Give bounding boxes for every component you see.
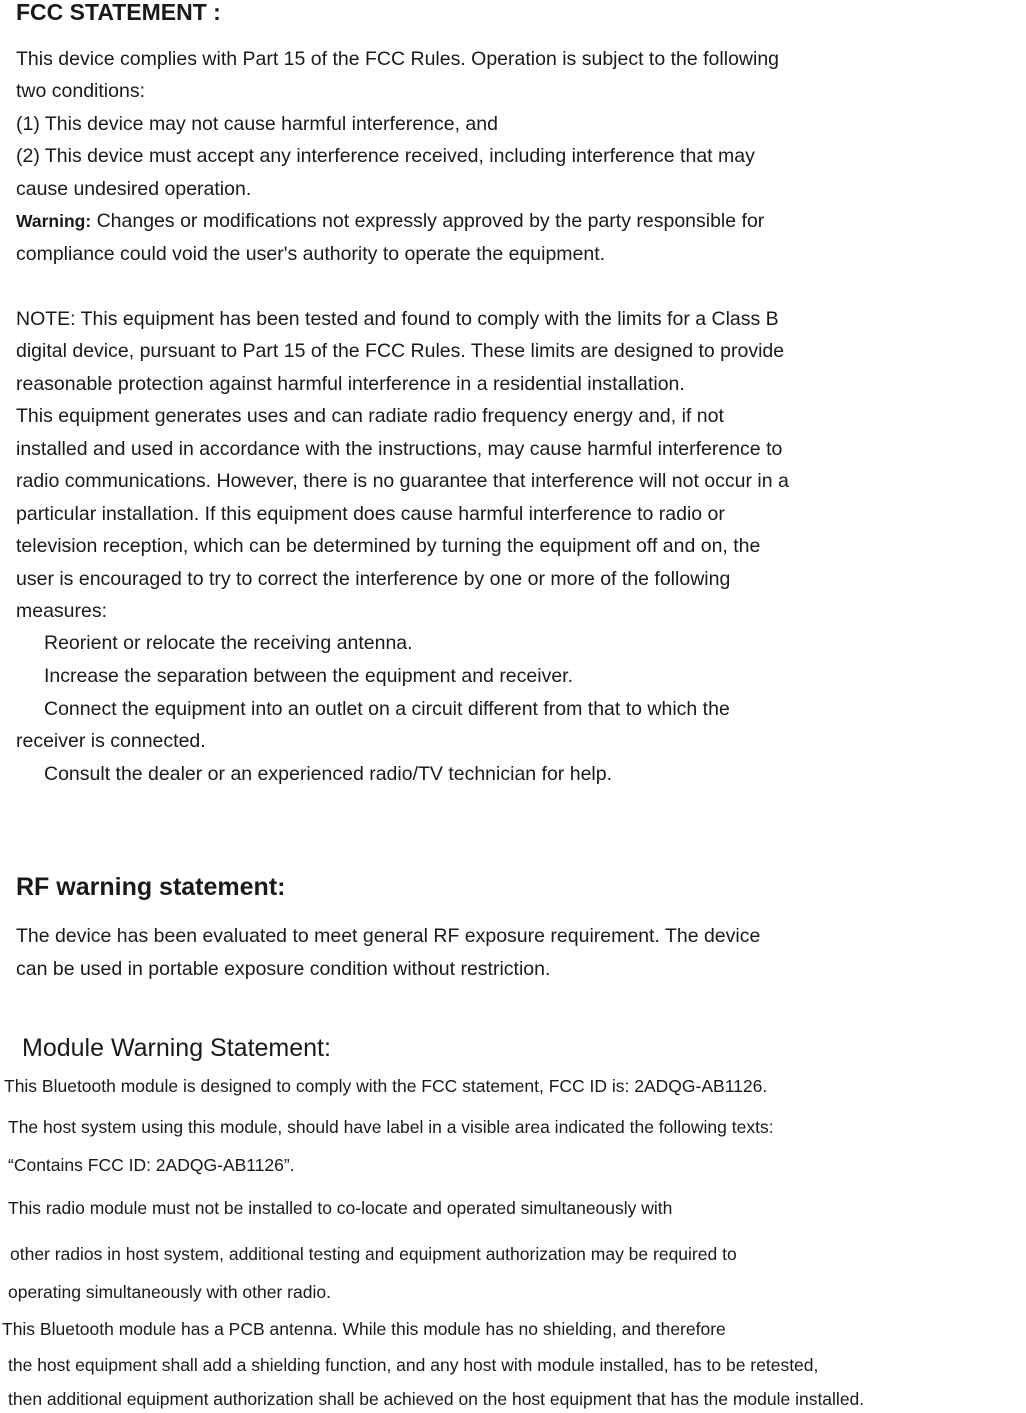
- fcc-line: compliance could void the user's authority to operate the equipment.: [16, 243, 606, 265]
- note-line: installed and used in accordance with the instructions, may cause harmful interference to: [16, 438, 783, 460]
- note-line: This equipment generates uses and can radiate radio frequency energy and, if not: [16, 405, 724, 427]
- rf-line: The device has been evaluated to meet general RF exposure requirement. The device: [16, 925, 761, 947]
- note-line: radio communications. However, there is no guarantee that interference will not occur in a: [16, 470, 789, 492]
- note-line: user is encouraged to try to correct the interference by one or more of the following: [16, 568, 731, 590]
- warning-label: Warning:: [16, 211, 92, 231]
- fcc-line: cause undesired operation.: [16, 178, 252, 200]
- module-line: This radio module must not be installed to co-locate and operated simultaneously with: [8, 1198, 673, 1218]
- measure-item: Connect the equipment into an outlet on a circuit different from that to which the: [44, 698, 730, 720]
- module-line: This Bluetooth module is designed to comply with the FCC statement, FCC ID is: 2ADQG-AB1126.: [4, 1076, 768, 1096]
- fcc-line: (1) This device may not cause harmful interference, and: [16, 113, 498, 135]
- rf-heading: RF warning statement:: [16, 873, 286, 901]
- module-heading: Module Warning Statement:: [22, 1034, 331, 1062]
- module-line: operating simultaneously with other radio.: [8, 1282, 331, 1302]
- module-line: The host system using this module, should have label in a visible area indicated the following texts:: [8, 1117, 774, 1137]
- fcc-line: two conditions:: [16, 80, 145, 102]
- note-line: NOTE: This equipment has been tested and found to comply with the limits for a Class B: [16, 308, 779, 330]
- measure-item: Reorient or relocate the receiving antenna.: [44, 632, 413, 654]
- note-line: measures:: [16, 600, 108, 622]
- note-line: reasonable protection against harmful interference in a residential installation.: [16, 373, 685, 395]
- module-line: This Bluetooth module has a PCB antenna. While this module has no shielding, and therefore: [2, 1319, 726, 1339]
- module-line: the host equipment shall add a shielding function, and any host with module installed, has to be retested,: [8, 1355, 819, 1375]
- measure-item: Increase the separation between the equipment and receiver.: [44, 665, 574, 687]
- module-line: “Contains FCC ID: 2ADQG-AB1126”.: [8, 1155, 295, 1175]
- warning-text: Changes or modifications not expressly approved by the party responsible for: [91, 210, 765, 232]
- fcc-line: This device complies with Part 15 of the FCC Rules. Operation is subject to the following: [16, 48, 780, 70]
- warning-line: [16, 210, 764, 233]
- fcc-heading: FCC STATEMENT :: [16, 0, 221, 25]
- module-line: other radios in host system, additional testing and equipment authorization may be required to: [10, 1244, 737, 1264]
- measure-item-continued: receiver is connected.: [16, 730, 206, 752]
- note-line: television reception, which can be determined by turning the equipment off and on, the: [16, 535, 761, 557]
- measure-item: Consult the dealer or an experienced radio/TV technician for help.: [44, 763, 613, 785]
- rf-line: can be used in portable exposure condition without restriction.: [16, 958, 551, 980]
- note-line: digital device, pursuant to Part 15 of the FCC Rules. These limits are designed to provide: [16, 340, 785, 362]
- fcc-line: (2) This device must accept any interference received, including interference that may: [16, 145, 755, 167]
- module-line: then additional equipment authorization shall be achieved on the host equipment that has the module installed.: [8, 1389, 865, 1409]
- note-line: particular installation. If this equipment does cause harmful interference to radio or: [16, 503, 725, 525]
